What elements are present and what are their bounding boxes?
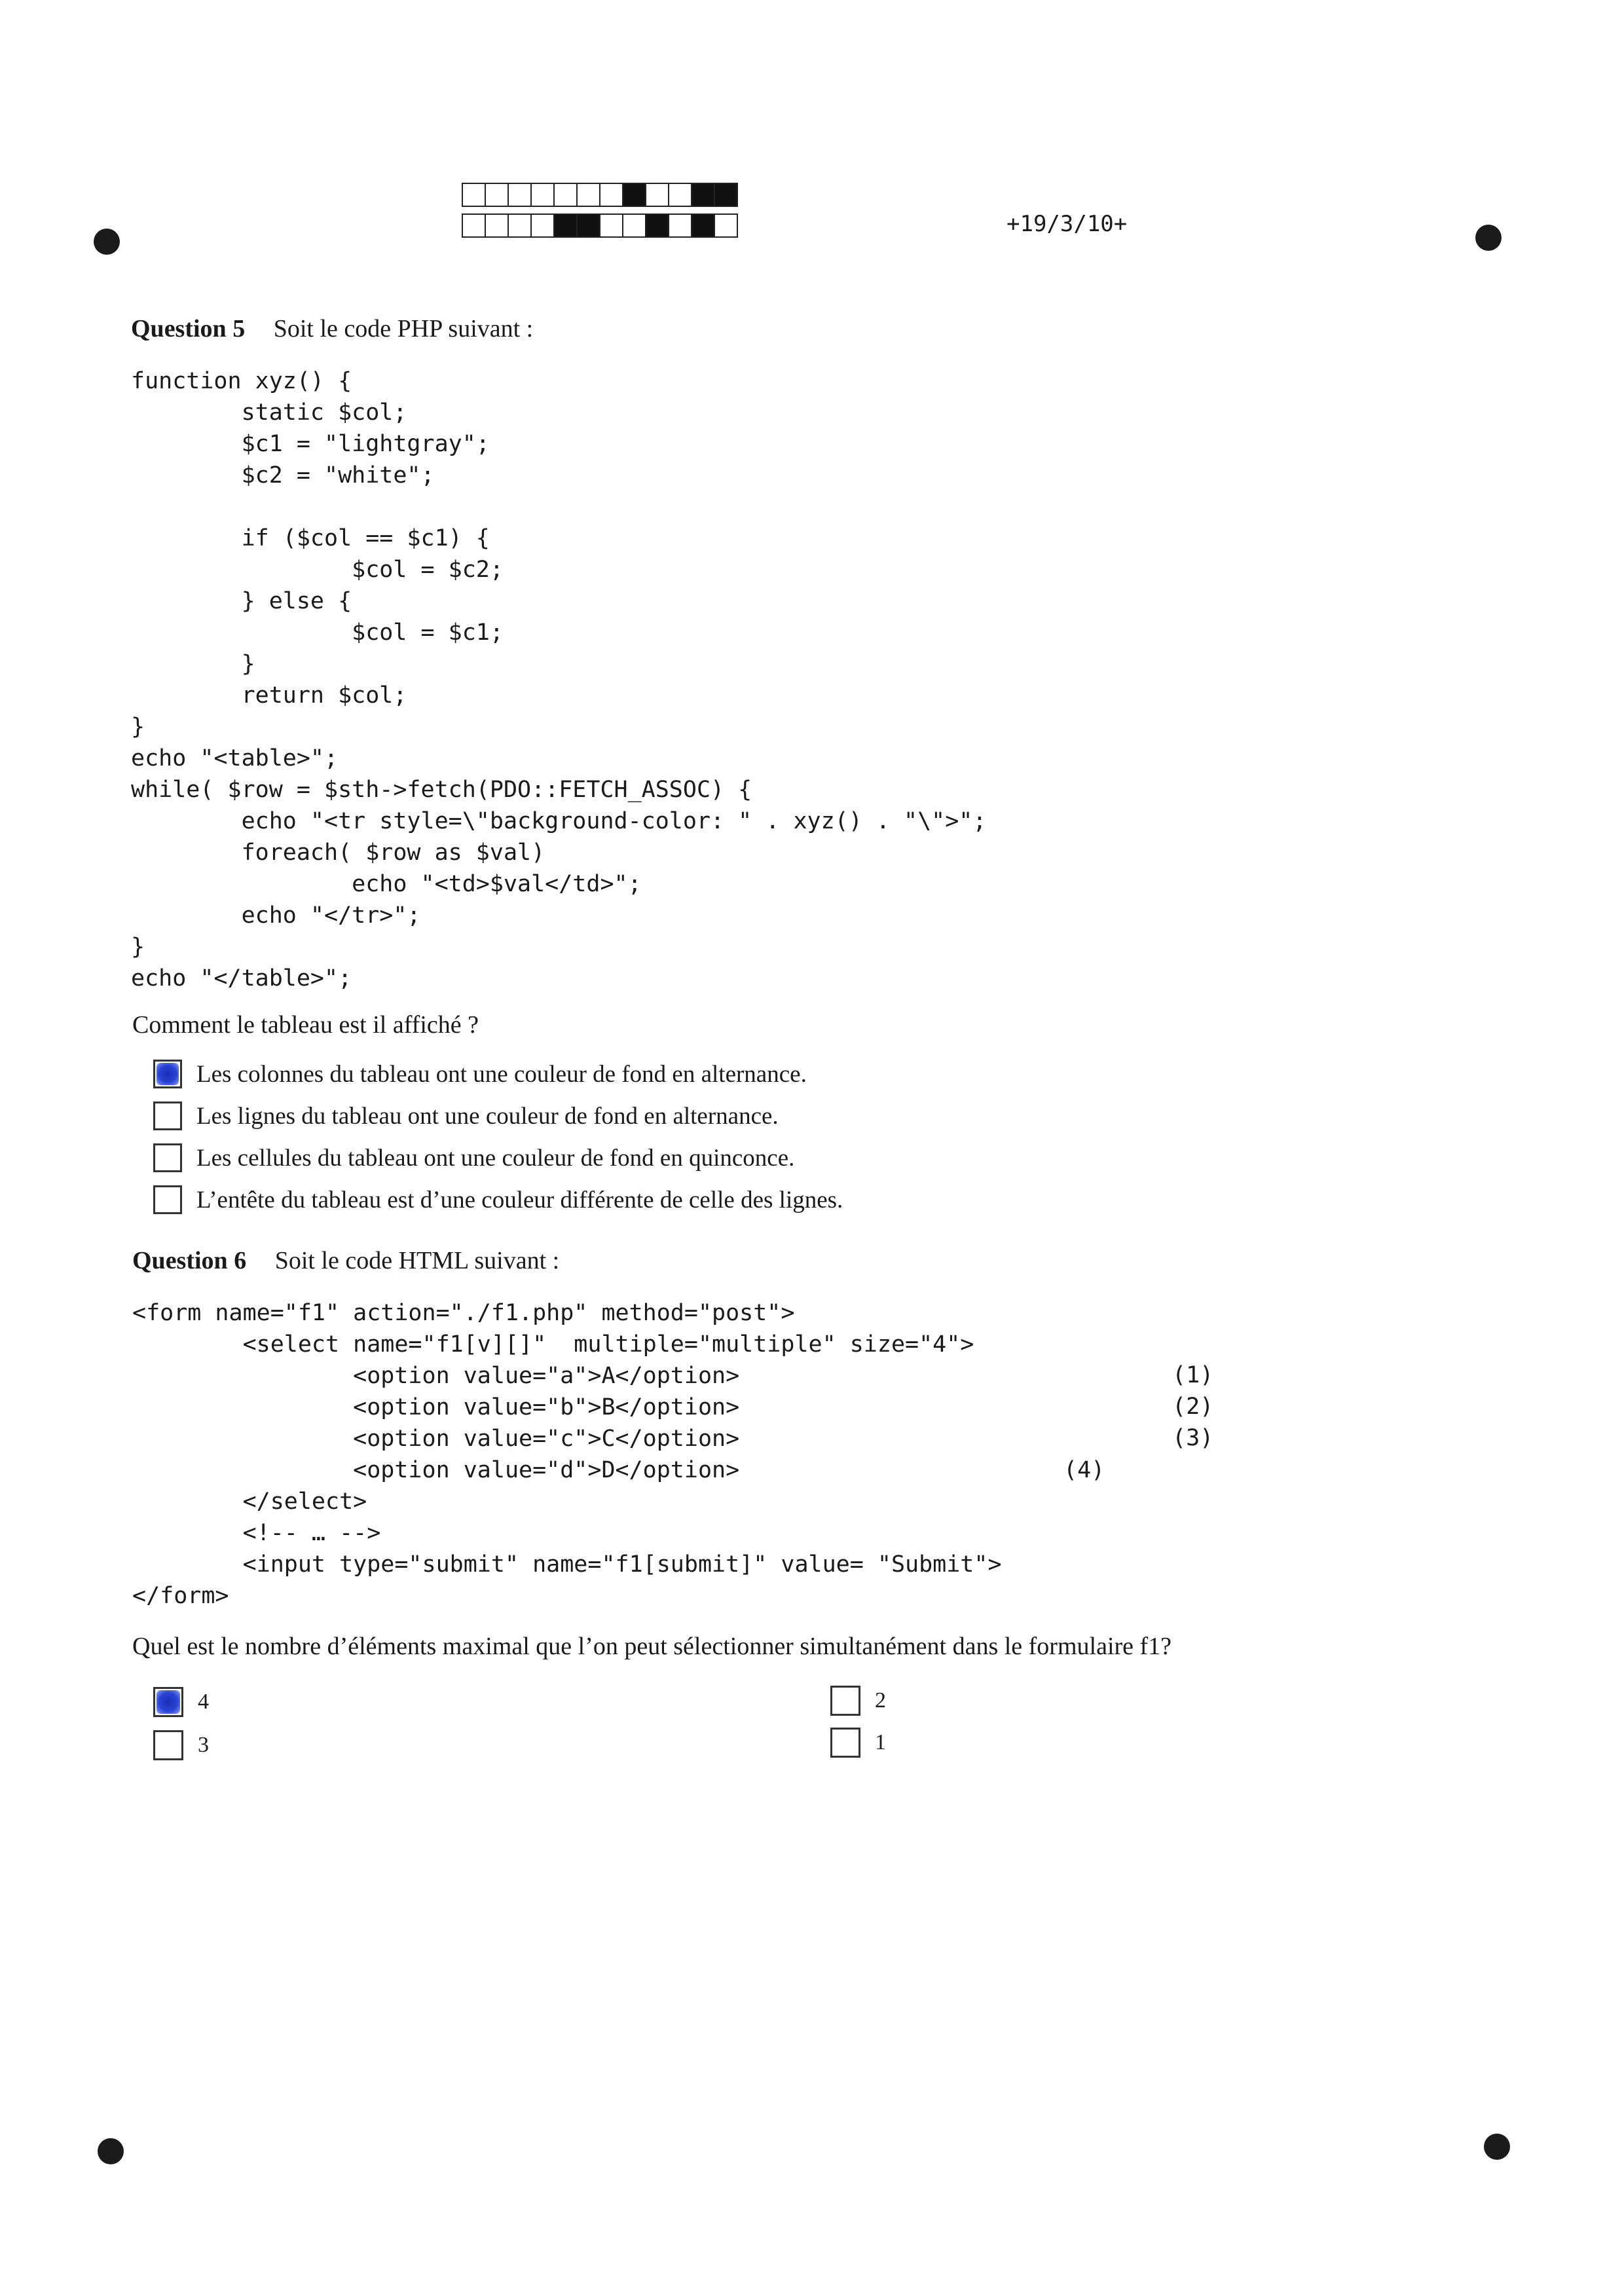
question-6-code: <form name="f1" action="./f1.php" method="post"> <select name="f1[v][]" multiple="multiple" size="4"> <option value="a">A</option> <option value="b">B</option> <option value="c">C</option> <option value="d">D</option> </select> <!-- … --> <input type="submit" name="f1[submit]" value= "Submit"> </form> xyxy=(132,1300,1002,1609)
barcode-bottom-cell xyxy=(691,213,715,238)
barcode-bottom-cell xyxy=(507,213,532,238)
q6-choice-4[interactable] xyxy=(153,1687,209,1717)
q5-choice-3-text: Les cellules du tableau ont une couleur de fond en quinconce. xyxy=(196,1144,795,1172)
q6-choice-4-text: 4 xyxy=(198,1690,209,1714)
barcode-top-cell xyxy=(462,183,486,207)
q5-checkbox-1[interactable] xyxy=(153,1060,182,1088)
q5-choice-2[interactable] xyxy=(153,1102,779,1130)
barcode-bottom-cell xyxy=(576,213,600,238)
barcode-bottom-cell xyxy=(714,213,738,238)
page-id: +19/3/10+ xyxy=(1006,211,1128,237)
barcode-bottom-cell xyxy=(622,213,646,238)
q5-choice-4-text: L’entête du tableau est d’une couleur différente de celle des lignes. xyxy=(196,1186,843,1213)
barcode-bottom-cell xyxy=(668,213,692,238)
annotation-2: (2) xyxy=(1172,1394,1214,1420)
barcode-top-cell xyxy=(622,183,646,207)
barcode-bottom-cell xyxy=(645,213,669,238)
q6-checkbox-4[interactable] xyxy=(153,1687,183,1717)
barcode-top-cell xyxy=(668,183,692,207)
barcode-bottom-cell xyxy=(599,213,623,238)
barcode-top-cell xyxy=(714,183,738,207)
barcode-top-cell xyxy=(576,183,600,207)
barcode-bottom-cell xyxy=(553,213,578,238)
annotation-4: (4) xyxy=(1063,1457,1105,1483)
q6-choice-3[interactable] xyxy=(153,1730,209,1760)
question-6-prompt: Quel est le nombre d’éléments maximal que l’on peut sélectionner simultanément dans le formulaire f1? xyxy=(132,1633,1172,1660)
q5-checkbox-3[interactable] xyxy=(153,1143,182,1172)
barcode-top-cell xyxy=(691,183,715,207)
barcode-bottom-cell xyxy=(462,213,486,238)
barcode-top-cell xyxy=(553,183,578,207)
q5-checkbox-2[interactable] xyxy=(153,1102,182,1130)
barcode-top-row xyxy=(462,183,737,207)
annotation-1: (1) xyxy=(1172,1362,1214,1388)
q5-choice-3[interactable] xyxy=(153,1143,794,1172)
barcode-top-cell xyxy=(645,183,669,207)
question-5-label: Question 5 xyxy=(131,315,246,343)
q6-checkbox-3[interactable] xyxy=(153,1730,183,1760)
question-5-header xyxy=(131,314,533,343)
q5-choice-1-text: Les colonnes du tableau ont une couleur de fond en alternance. xyxy=(196,1060,807,1088)
q6-choice-2-text: 2 xyxy=(875,1688,886,1713)
q6-checkbox-2[interactable] xyxy=(830,1686,860,1716)
barcode-top-cell xyxy=(485,183,509,207)
registration-mark-top-right xyxy=(1475,225,1502,251)
barcode-bottom-row xyxy=(462,213,737,238)
q5-choice-1[interactable] xyxy=(153,1060,807,1088)
q6-choice-3-text: 3 xyxy=(198,1733,209,1757)
q6-choice-2[interactable] xyxy=(830,1686,886,1716)
q5-choice-2-text: Les lignes du tableau ont une couleur de fond en alternance. xyxy=(196,1102,779,1130)
registration-mark-top-left xyxy=(94,229,120,255)
q5-choice-4[interactable] xyxy=(153,1185,843,1214)
q6-checkbox-1[interactable] xyxy=(830,1728,860,1758)
question-5-prompt: Comment le tableau est il affiché ? xyxy=(132,1011,479,1039)
annotation-3: (3) xyxy=(1172,1425,1214,1451)
question-5-code: function xyz() { static $col; $c1 = "lightgray"; $c2 = "white"; if ($col == $c1) { $col = $c2; } else { $col = $c1; } return $col; } echo "<table>"; while( $row = $sth->fetch(PDO::FETCH_ASSOC) { echo "<tr style=\"background-color: " . xyz() . "\">"; foreach( $row as $val) echo "<td>$val</td>"; echo "</tr>"; } echo "</table>"; xyxy=(131,368,987,991)
barcode-bottom-cell xyxy=(485,213,509,238)
barcode-top-cell xyxy=(530,183,555,207)
question-6-intro: Soit le code HTML suivant : xyxy=(274,1247,560,1274)
question-5-intro: Soit le code PHP suivant : xyxy=(273,315,534,343)
registration-mark-bottom-right xyxy=(1484,2134,1510,2160)
registration-mark-bottom-left xyxy=(98,2138,124,2164)
barcode-bottom-cell xyxy=(530,213,555,238)
q5-checkbox-4[interactable] xyxy=(153,1185,182,1214)
question-6-label: Question 6 xyxy=(132,1247,247,1274)
barcode-top-cell xyxy=(507,183,532,207)
question-6-header xyxy=(132,1246,559,1275)
q6-choice-1-text: 1 xyxy=(875,1730,886,1754)
q6-choice-1[interactable] xyxy=(830,1728,886,1758)
barcode-top-cell xyxy=(599,183,623,207)
